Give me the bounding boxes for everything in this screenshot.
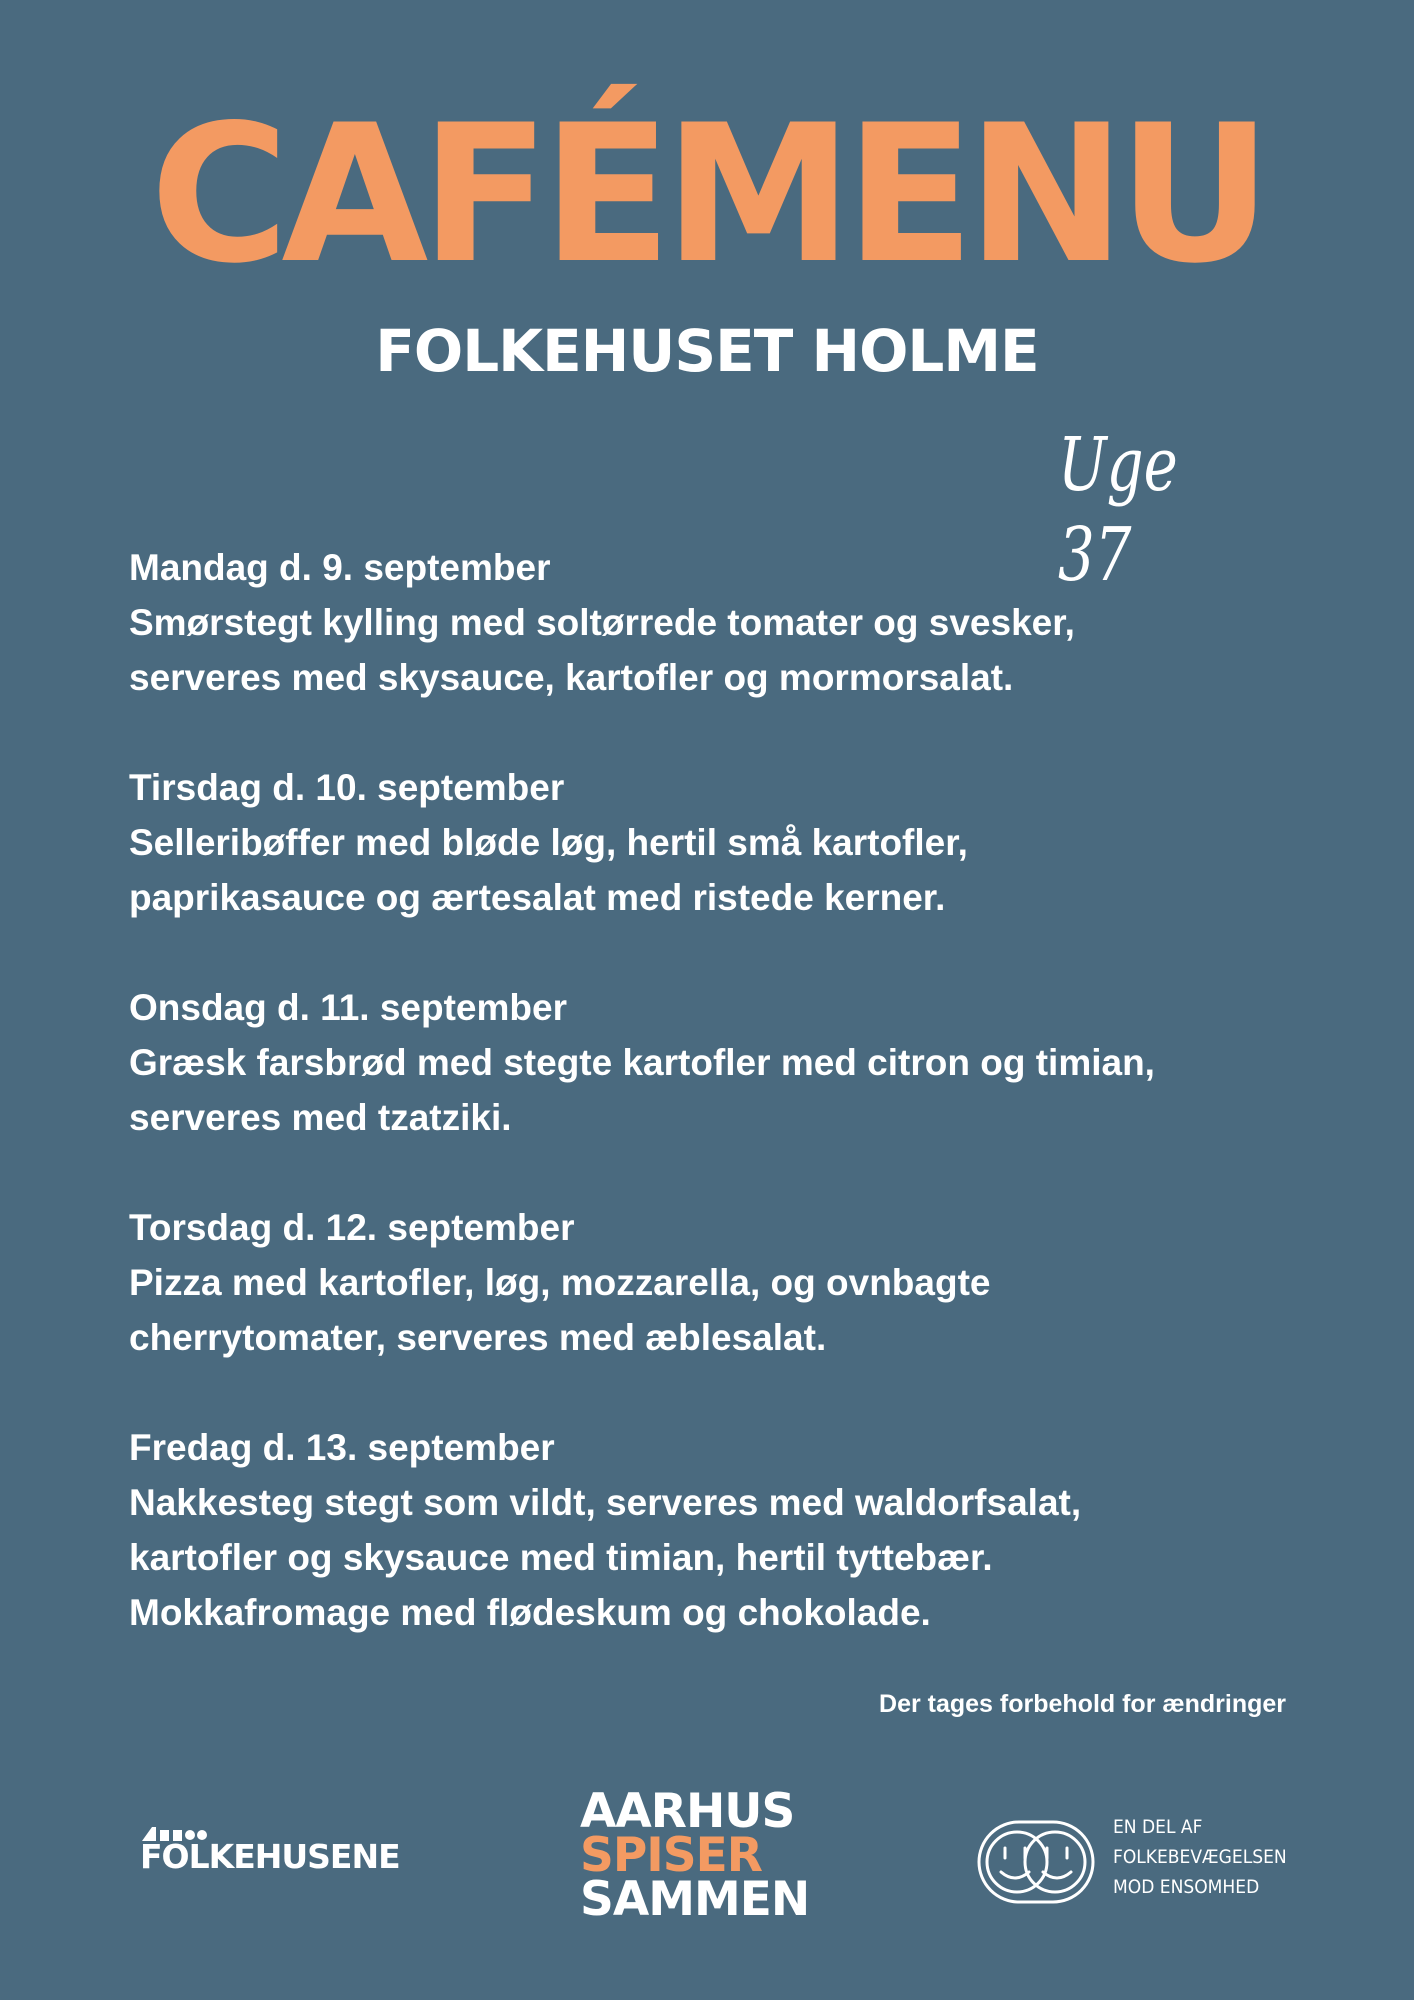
menu-day-tuesday — [129, 760, 1329, 925]
dish-line: serveres med tzatziki. — [129, 1097, 512, 1138]
menu-day-thursday — [129, 1200, 1329, 1365]
logo-line: EN DEL AF — [1113, 1816, 1203, 1838]
day-date: Mandag d. 9. september — [129, 547, 551, 588]
menu-day-wednesday — [129, 980, 1329, 1145]
dish-line: Mokkafromage med flødeskum og chokolade. — [129, 1592, 931, 1633]
dish-line: Smørstegt kylling med soltørrede tomater og svesker, — [129, 602, 1075, 643]
dish-line: Pizza med kartofler, løg, mozzarella, og ovnbagte — [129, 1262, 991, 1303]
logo-line: MOD ENSOMHED — [1113, 1876, 1260, 1898]
folkebevaegelsen-logo — [975, 1812, 1295, 1912]
faces-icon — [975, 1818, 1097, 1908]
logo-line: AARHUS — [580, 1784, 795, 1839]
menu-day-monday — [129, 540, 1329, 705]
logo-line: FOLKEBEVÆGELSEN — [1113, 1846, 1287, 1868]
page-title: CAFÉMENU — [149, 84, 1265, 305]
menu-day-friday — [129, 1420, 1329, 1640]
disclaimer-text: Der tages forbehold for ændringer — [879, 1690, 1286, 1718]
day-date: Onsdag d. 11. september — [129, 987, 567, 1028]
aarhus-spiser-sammen-logo — [580, 1784, 840, 1927]
day-date: Fredag d. 13. september — [129, 1427, 555, 1468]
dish-line: Græsk farsbrød med stegte kartofler med citron og timian, — [129, 1042, 1155, 1083]
dish-line: serveres med skysauce, kartofler og mormorsalat. — [129, 657, 1014, 698]
menu-list — [129, 540, 1329, 1695]
logo-line: SPISER — [580, 1828, 762, 1883]
dish-line: paprikasauce og ærtesalat med ristede kerner. — [129, 877, 946, 918]
dish-line: cherrytomater, serveres med æblesalat. — [129, 1317, 827, 1358]
dish-line: kartofler og skysauce med timian, hertil tyttebær. — [129, 1537, 993, 1578]
dish-line: Selleribøffer med bløde løg, hertil små kartofler, — [129, 822, 968, 863]
day-date: Torsdag d. 12. september — [129, 1207, 575, 1248]
dish-line: Nakkesteg stegt som vildt, serveres med waldorfsalat, — [129, 1482, 1082, 1523]
logo-line: SAMMEN — [580, 1872, 810, 1927]
day-date: Tirsdag d. 10. september — [129, 767, 565, 808]
folkebevaegelsen-text — [1113, 1812, 1287, 1902]
week-label: Uge 37 — [1058, 422, 1178, 598]
venue-name: FOLKEHUSET HOLME — [375, 317, 1039, 385]
folkehusene-wordmark: FOLKEHUSENE — [140, 1837, 400, 1876]
folkehusene-logo — [140, 1825, 440, 1885]
